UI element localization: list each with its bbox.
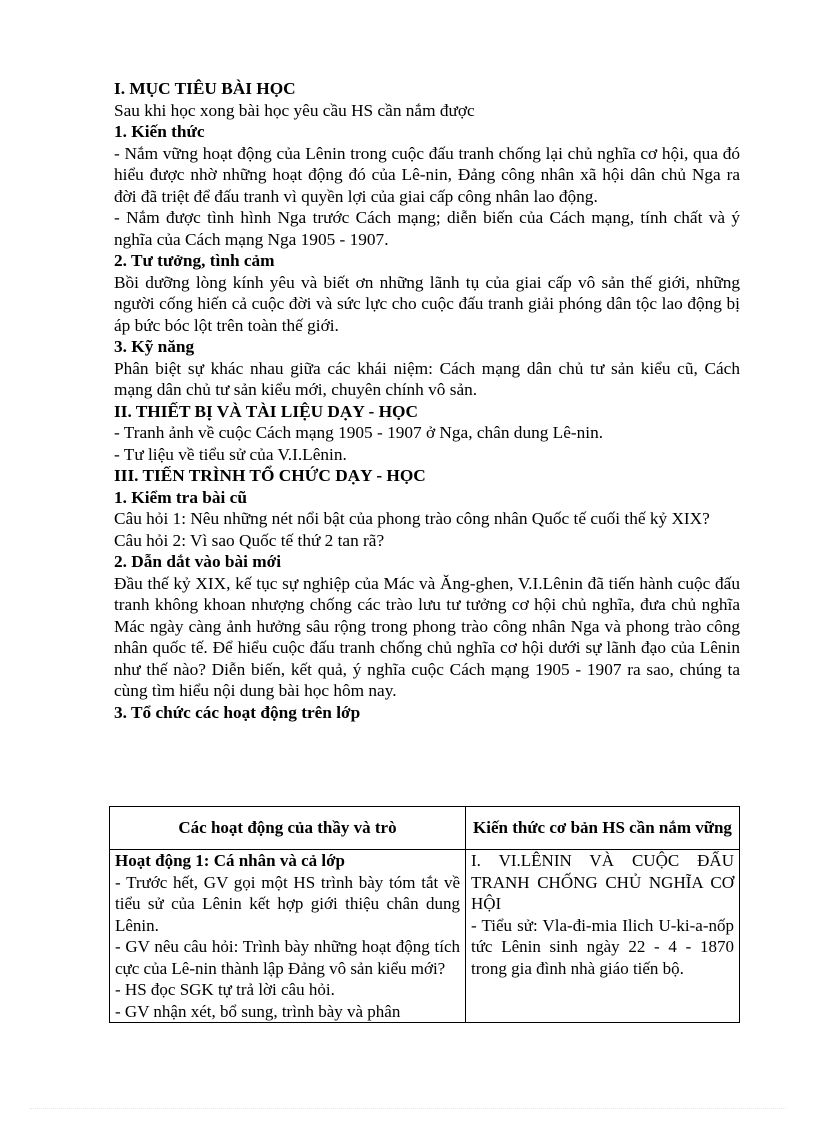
subsection-heading: 3. Kỹ năng	[114, 337, 195, 356]
question: Câu hỏi 1: Nêu những nét nổi bật của phong trào công nhân Quốc tế cuối thế kỷ XIX?	[114, 509, 710, 528]
knowledge-cell	[466, 850, 740, 1023]
paragraph: - Nắm vững hoạt động của Lênin trong cuộc đấu tranh chống lại chủ nghĩa cơ hội, qua đó hiểu được nhờ những hoạt động đó của Lê-nin, Đảng công nhân xã hội dân chủ Nga ra đời đã triệt để đấu tranh vì quyền lợi của giai cấp công nhân lao động.	[114, 143, 740, 206]
table-row	[110, 850, 740, 1023]
section-heading: III. TIẾN TRÌNH TỔ CHỨC DẠY - HỌC	[114, 466, 426, 485]
subsection-heading: 3. Tổ chức các hoạt động trên lớp	[114, 702, 361, 722]
paragraph: - Tranh ảnh về cuộc Cách mạng 1905 - 1907 ở Nga, chân dung Lê-nin.	[114, 423, 604, 442]
activities-cell	[110, 850, 466, 1023]
activities-table	[109, 806, 740, 1023]
activity-step: - HS đọc SGK tự trả lời câu hỏi.	[115, 980, 335, 999]
table-header-activities: Các hoạt động của thầy và trò	[110, 807, 466, 850]
table-header-knowledge: Kiến thức cơ bản HS cần nắm vững	[466, 807, 740, 850]
paragraph: - Nắm được tình hình Nga trước Cách mạng; diễn biến của Cách mạng, tính chất và ý nghĩa của Cách mạng Nga 1905 - 1907.	[114, 208, 740, 249]
paragraph: Đầu thế kỷ XIX, kế tục sự nghiệp của Mác và Ăng-ghen, V.I.Lênin đã tiến hành cuộc đấu tranh không khoan nhượng chống các trào lưu tư tưởng cơ hội chủ nghĩa, đưa chủ nghĩa Mác ngày càng ảnh hưởng sâu rộng trong phong trào công nhân Nga và phong trào công nhân quốc tế. Để hiểu cuộc đấu tranh chống chủ nghĩa cơ hội dưới sự lãnh đạo của Lênin như thế nào? Diễn biến, kết quả, ý nghĩa cuộc Cách mạng 1905 - 1907 ra sao, chúng ta cùng tìm hiểu nội dung bài học hôm nay.	[114, 573, 740, 700]
section-heading: II. THIẾT BỊ VÀ TÀI LIỆU DẠY - HỌC	[114, 401, 418, 421]
document-body	[114, 78, 740, 723]
knowledge-text: - Tiểu sử: Vla-đi-mia Ilich U-ki-a-nốp tức Lênin sinh ngày 22 - 4 - 1870 trong gia đình nhà giáo tiến bộ.	[471, 915, 734, 978]
section-heading: I. MỤC TIÊU BÀI HỌC	[114, 79, 296, 98]
activity-step: - Trước hết, GV gọi một HS trình bày tóm tắt về tiểu sử của Lênin kết hợp giới thiệu chân dung Lênin.	[115, 872, 460, 935]
intro-text: Sau khi học xong bài học yêu cầu HS cần nắm được	[114, 100, 475, 120]
paragraph: Phân biệt sự khác nhau giữa các khái niệm: Cách mạng dân chủ tư sản kiểu cũ, Cách mạng dân chủ tư sản kiểu mới, chuyên chính vô sản.	[114, 358, 740, 399]
question: Câu hỏi 2: Vì sao Quốc tế thứ 2 tan rã?	[114, 530, 385, 550]
subsection-heading: 2. Tư tưởng, tình cảm	[114, 251, 275, 270]
page-divider	[30, 1108, 786, 1109]
subsection-heading: 1. Kiến thức	[114, 122, 205, 141]
subsection-heading: 1. Kiểm tra bài cũ	[114, 487, 247, 507]
activity-step: - GV nhận xét, bổ sung, trình bày và phân	[115, 1001, 401, 1021]
subsection-heading: 2. Dẫn dắt vào bài mới	[114, 552, 282, 571]
paragraph: Bồi dưỡng lòng kính yêu và biết ơn những lãnh tụ của giai cấp vô sản thế giới, những người cống hiến cả cuộc đời và sức lực cho cuộc đấu tranh giải phóng dân tộc lao động bị áp bức bóc lột trên toàn thế giới.	[114, 272, 740, 335]
activity-step: - GV nêu câu hỏi: Trình bày những hoạt động tích cực của Lê-nin thành lập Đảng vô sản kiểu mới?	[115, 937, 460, 978]
paragraph: - Tư liệu về tiểu sử của V.I.Lênin.	[114, 444, 347, 464]
table-header-row	[110, 807, 740, 850]
knowledge-title: I. VI.LÊNIN VÀ CUỘC ĐẤU TRANH CHỐNG CHỦ NGHĨA CƠ HỘI	[471, 851, 734, 913]
activity-title: Hoạt động 1: Cá nhân và cả lớp	[115, 851, 345, 870]
